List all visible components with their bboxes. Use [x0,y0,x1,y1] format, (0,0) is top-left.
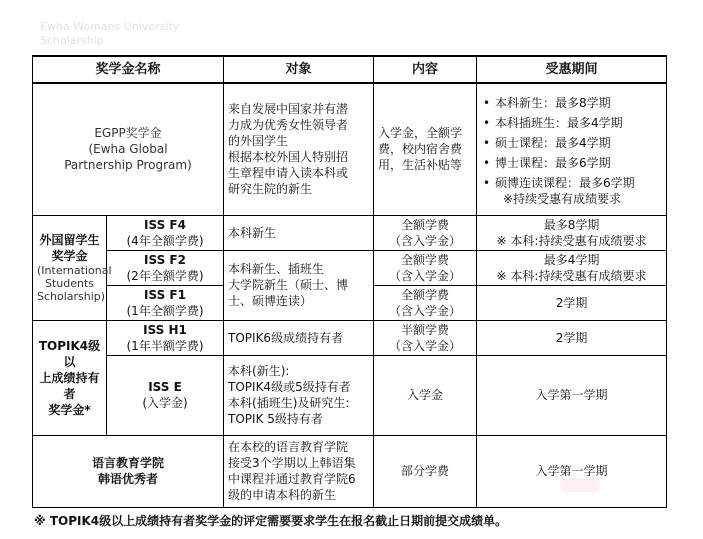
iss-e-sub: (入学金) [142,396,188,410]
language-name [33,435,224,507]
language-name-line: 韩语优秀者 [98,472,159,486]
row-language [33,435,667,507]
faint-header-text: Ewha Womans University [40,20,180,33]
iss-f4-content-line: （含入学金） [389,233,462,248]
iss-h1-target: TOPIK6级成绩持有者 [224,320,374,355]
iss-h1-sub: (1年半额学费) [126,338,204,353]
header-name: 奖学金名称 [33,56,224,83]
iss-h1-content-line: （含入学金） [389,338,462,353]
iss-f2-content [374,250,477,285]
row-iss-f4 [33,215,667,250]
iss-h1-content [374,320,477,355]
iss-f2-content-line: （含入学金） [389,268,462,283]
f2-f1-target [224,250,374,320]
iss-f4-period-line: ※ 本科:持续受惠有成绩要求 [496,233,647,248]
iss-f1-content-line: 全额学费 [401,287,450,302]
row-iss-h1 [33,320,667,355]
egpp-target-line: 根据本校外国人特别招 [228,150,349,165]
period-item [495,175,662,207]
iss-f4-content [374,215,477,250]
period-item: • 本科新生：最多8学期 [495,95,662,111]
iss-h1-period: 2学期 [477,320,667,355]
topik-group-line: 上成绩持有者 [39,370,100,401]
iss-f4-period [477,215,667,250]
language-target-line: 在本校的语言教育学院 [228,440,349,454]
iss-f1-sub: (1年全额学费) [126,303,204,318]
period-item: • 博士课程：最多6学期 [495,155,662,171]
egpp-name [33,83,224,215]
egpp-name-line: (Ewha Global [88,142,168,157]
period-item: • 硕士课程：最多4学期 [495,135,662,151]
egpp-content-line: 用，生活补贴等 [378,158,463,173]
pink-smudge [560,478,600,492]
language-name-line: 语言教育学院 [92,456,165,470]
language-target-line: 接受3个学期以上韩语集 [228,456,356,470]
iss-e-target-line: TOPIK4级或5级持有者 [228,380,351,394]
iss-group-line: 奖学金 [51,249,88,263]
language-target-line: 级的申请本科的新生 [228,488,337,502]
row-iss-e [33,355,667,435]
egpp-name-line: EGPP奖学金 [94,126,162,141]
iss-e-target-line: TOPIK 5级持有者 [228,412,323,426]
egpp-target-line: 来自发展中国家并有潜 [228,102,349,117]
topik-group-line: TOPIK4级以 [38,338,101,369]
egpp-content [374,83,477,215]
iss-e-code: ISS E [148,380,182,394]
iss-e-target-line: 本科(插班生)及研究生: [228,396,350,410]
iss-h1-content-line: 半额学费 [401,322,450,337]
iss-group-en-line: (International [37,264,112,277]
iss-f2-period-line: 最多4学期 [543,252,600,267]
topik-group-label [33,320,107,435]
iss-f2-name [107,250,224,285]
f2-f1-target-line: 本科新生、插班生 [228,262,325,276]
period-note: ※持续受惠有成绩要求 [503,192,622,207]
language-content: 部分学费 [374,435,477,507]
iss-h1-name [107,320,224,355]
egpp-content-line: 费，校内宿舍费 [378,142,463,157]
header-target: 对象 [224,56,374,83]
iss-f2-content-line: 全额学费 [401,252,450,267]
egpp-target-line: 研究生院的新生 [228,182,313,197]
iss-e-target-line: 本科(新生): [228,364,290,378]
iss-e-content: 入学金 [374,355,477,435]
iss-h1-code: ISS H1 [143,322,187,337]
egpp-period-list [481,95,662,207]
header-period: 受惠期间 [477,56,667,83]
iss-f4-code: ISS F4 [144,217,186,232]
iss-f2-code: ISS F2 [144,252,186,267]
row-egpp [33,83,667,215]
egpp-period [477,83,667,215]
row-iss-f2 [33,250,667,285]
faint-header-text-2: Scholarship [40,34,104,47]
iss-f4-target: 本科新生 [224,215,374,250]
iss-f4-name [107,215,224,250]
egpp-target-line: 生章程申请入读本科或 [228,166,349,181]
iss-e-name [107,355,224,435]
iss-e-target [224,355,374,435]
iss-group-line: 外国留学生 [39,233,100,247]
language-period: 入学第一学期 [477,435,667,507]
f2-f1-target-line: 士、硕博连读） [228,294,313,308]
egpp-target-line: 的外国学生 [228,134,289,149]
language-target-line: 中课程并通过教育学院6 [228,472,356,486]
iss-group-en-line: Students [44,277,95,290]
iss-f1-name [107,285,224,320]
iss-f2-sub: (2年全额学费) [126,268,204,283]
footnote: ※ TOPIK4级以上成绩持有者奖学金的评定需要要求学生在报名截止日期前提交成绩单。 [34,514,508,528]
iss-f1-code: ISS F1 [144,287,186,302]
f2-f1-target-line: 大学院新生（硕士、博 [228,278,349,292]
scholarship-table [32,55,667,508]
iss-f4-content-line: 全额学费 [401,217,450,232]
egpp-content-line: 入学金，全额学 [378,126,463,141]
period-item-text: 硕博连读课程：最多6学期 [495,176,635,191]
iss-group-en-line: Scholarship) [37,290,106,303]
period-item: • 本科插班生：最多4学期 [495,115,662,131]
iss-f2-period [477,250,667,285]
iss-f1-content [374,285,477,320]
header-row [33,56,667,83]
header-content: 内容 [374,56,477,83]
egpp-target-line: 力成为优秀女性领导者 [228,118,349,133]
iss-f2-period-line: ※ 本科:持续受惠有成绩要求 [496,268,647,283]
topik-group-line: 奖学金* [48,402,91,417]
iss-f4-sub: (4年全额学费) [126,233,204,248]
iss-f1-period: 2学期 [477,285,667,320]
iss-e-period: 入学第一学期 [477,355,667,435]
iss-f1-content-line: （含入学金） [389,303,462,318]
egpp-target [224,83,374,215]
egpp-name-line: Partnership Program) [64,158,192,173]
iss-group-label [33,215,112,320]
iss-f4-period-line: 最多8学期 [543,217,600,232]
language-target [224,435,374,507]
